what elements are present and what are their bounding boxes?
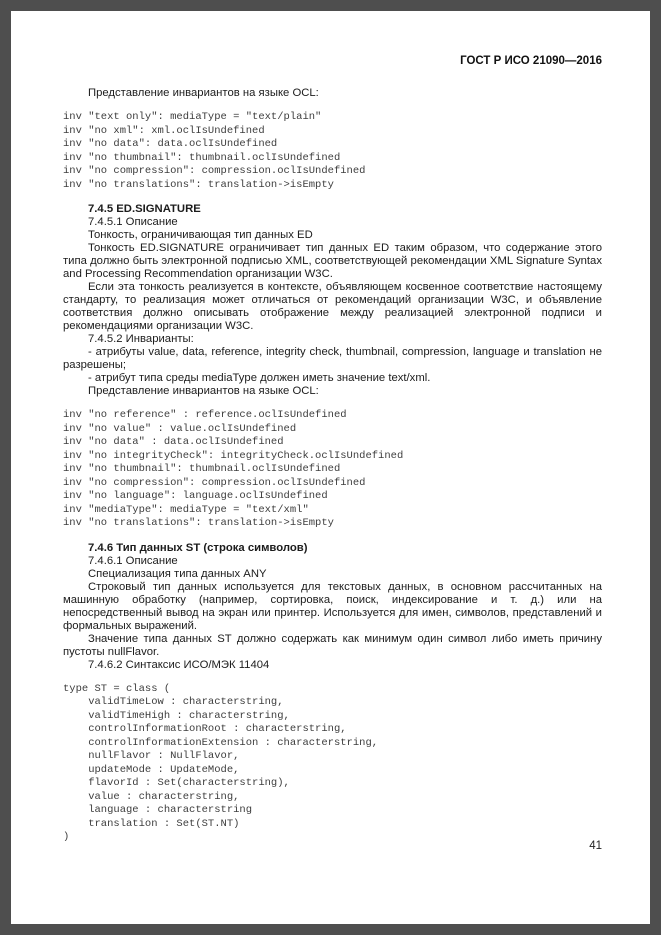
ocl-code-block-1 [63,111,602,192]
paragraph-7-4-6-2-label: 7.4.6.2 Синтаксис ИСО/МЭК 11404 [88,658,270,671]
paragraph-ocl-intro-2: Представление инвариантов на языке OCL: [88,385,319,397]
paragraph-ed-signature-body-2: Если эта тонкость реализуется в контексте, объявляющем косвенное соответствие настоящему стандарту, то реализация может отличаться от рекомендаций организации W3C, и объявление соответствия должно описывать отображение между реализацией электронной подписи и рекомендациями организации W3C. [63,281,602,332]
code-line: inv "no reference" : reference.oclIsUndefined [63,409,347,421]
list-item-attributes-not-allowed: - атрибуты value, data, reference, integrity check, thumbnail, compression, language и translation не разрешены; [63,346,602,371]
code-line: inv "no data": data.oclIsUndefined [63,138,278,150]
section-heading-7-4-5: 7.4.5 ED.SIGNATURE [88,203,201,215]
code-line: type ST = class ( [63,682,171,695]
code-line: updateMode : UpdateMode, [63,763,240,776]
section-heading-7-4-6: 7.4.6 Тип данных ST (строка символов) [88,541,308,554]
running-header: ГОСТ Р ИСО 21090—2016 [460,55,602,67]
code-line: inv "no integrityCheck": integrityCheck.oclIsUndefined [63,449,404,462]
document-page [11,11,650,924]
page-number: 41 [589,840,602,852]
paragraph-subtlety: Тонкость, ограничивающая тип данных ED [88,229,313,241]
code-line: inv "no data" : data.oclIsUndefined [63,436,284,448]
code-line: inv "no language": language.oclIsUndefined [63,490,328,502]
code-line: validTimeHigh : characterstring, [63,709,290,722]
paragraph-st-body-2: Значение типа данных ST должно содержать как минимум один символ либо иметь причину пустоты nullFlavor. [63,632,602,658]
paragraph-7-4-6-1-label: 7.4.6.1 Описание [88,554,178,567]
code-line: controlInformationExtension : characterstring, [63,736,379,749]
code-line: inv "no thumbnail": thumbnail.oclIsUndefined [63,151,341,164]
code-line: inv "mediaType": mediaType = "text/xml" [63,503,309,516]
code-line: nullFlavor : NullFlavor, [63,750,240,762]
code-line: validTimeLow : characterstring, [63,696,284,708]
code-line: inv "no value" : value.oclIsUndefined [63,422,297,435]
paragraph-ocl-intro-1: Представление инвариантов на языке OCL: [88,87,319,99]
paragraph-ed-signature-body-1: Тонкость ED.SIGNATURE ограничивает тип данных ED таким образом, что содержание этого типа должно быть электронной подписью XML, соответствующей рекомендации XML Signature Syntax and Processing Recommendation организации W3C. [63,242,602,280]
code-line: translation : Set(ST.NT) [63,817,240,830]
paragraph-st-body-1: Строковый тип данных используется для текстовых данных, в основном рассчитанных на машинную обработку (например, сортировка, поиск, индексирование и т. д.) или на непосредственный вывод на экран или принтер. Используется для имен, символов, представлений и формальных выражений. [63,580,602,632]
paragraph-7-4-5-2-label: 7.4.5.2 Инварианты: [88,333,194,345]
code-line: value : characterstring, [63,790,240,803]
code-line: inv "no translations": translation->isEmpty [63,178,334,191]
code-line: flavorId : Set(characterstring), [63,777,290,789]
paragraph-7-4-5-1-label: 7.4.5.1 Описание [88,216,178,228]
code-line: inv "no translations": translation->isEmpty [63,517,334,529]
iso-syntax-code-block [63,683,602,845]
code-line: language : characterstring [63,804,253,816]
code-line: inv "no thumbnail": thumbnail.oclIsUndefined [63,463,341,475]
code-line: inv "text only": mediaType = "text/plain" [63,111,322,123]
ocl-code-block-2 [63,409,602,531]
code-line: controlInformationRoot : characterstring, [63,723,347,735]
code-line: ) [63,831,70,843]
list-item-mediatype-value: - атрибут типа среды mediaType должен иметь значение text/xml. [88,372,431,384]
code-line: inv "no compression": compression.oclIsUndefined [63,165,366,177]
code-line: inv "no xml": xml.oclIsUndefined [63,124,265,137]
paragraph-any-specialization: Специализация типа данных ANY [88,567,267,580]
code-line: inv "no compression": compression.oclIsUndefined [63,476,366,489]
